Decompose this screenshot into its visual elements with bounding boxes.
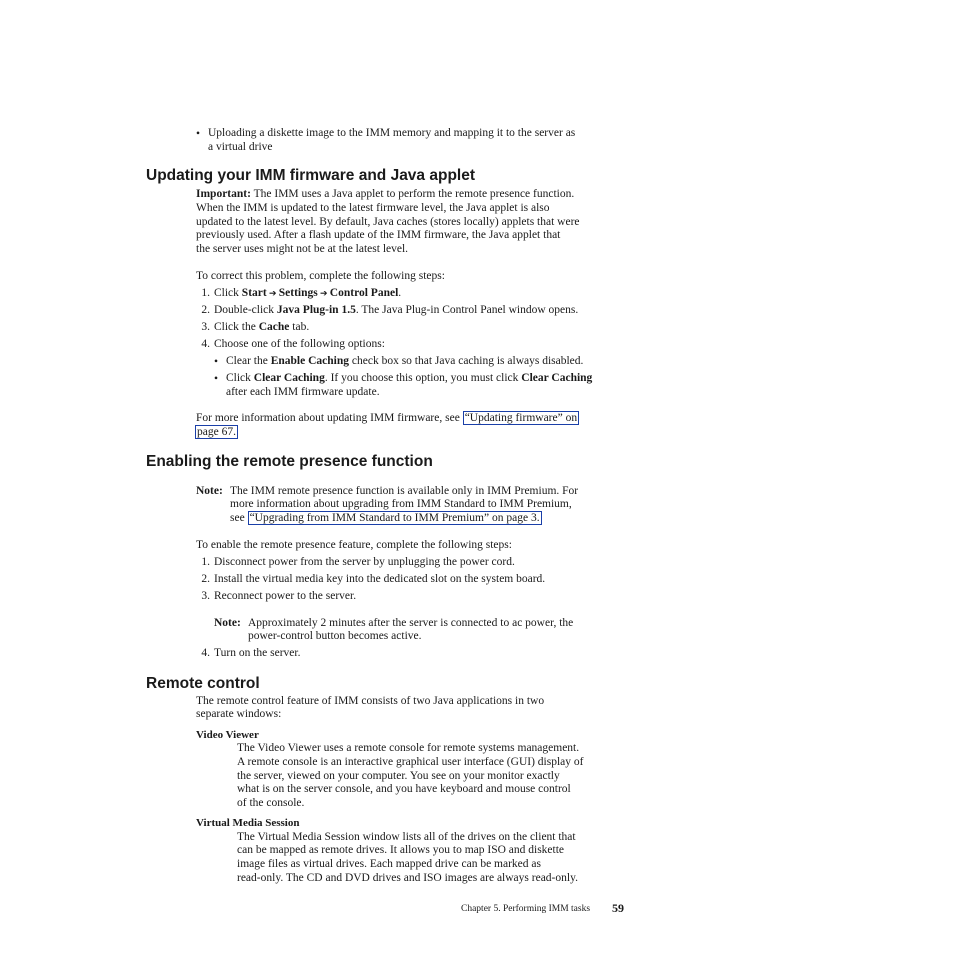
option-1: Clear the Enable Caching check box so that Java caching is always disabled. <box>226 355 584 367</box>
more-info-line1: For more information about updating IMM firmware, see “Updating firmware” on <box>196 412 578 424</box>
important-line3: updated to the latest level. By default, Java caches (stores locally) applets that were <box>196 216 580 228</box>
option-2-line1: Click Clear Caching. If you choose this option, you must click Clear Caching <box>226 372 593 384</box>
section-heading-remote-presence: Enabling the remote presence function <box>146 453 433 470</box>
step-4: Choose one of the following options: <box>214 338 385 350</box>
arrow-icon: ➔ <box>266 288 279 298</box>
step-number: 3. <box>201 590 210 602</box>
bullet-marker: • <box>214 356 219 368</box>
step-number: 3. <box>201 321 210 333</box>
note-line1: The IMM remote presence function is available only in IMM Premium. For <box>230 485 579 497</box>
bullet-marker: • <box>196 128 201 140</box>
link-page-67[interactable]: page 67. <box>197 426 236 438</box>
step-1: Click Start ➔ Settings ➔ Control Panel. <box>214 287 402 299</box>
option-2-line2: after each IMM firmware update. <box>226 386 380 398</box>
top-bullet-line2: a virtual drive <box>208 141 273 153</box>
def2-line2: can be mapped as remote drives. It allows you to map ISO and diskette <box>237 844 565 856</box>
note-line3: see “Upgrading from IMM Standard to IMM Premium” on page 3. <box>230 512 540 524</box>
bullet-marker: • <box>214 373 219 385</box>
step-number: 1. <box>201 556 210 568</box>
step-number: 2. <box>201 573 210 585</box>
link-updating-firmware[interactable]: “Updating firmware” on <box>464 412 578 424</box>
note2-line1: Approximately 2 minutes after the server is connected to ac power, the <box>248 617 574 629</box>
def1-line3: the server, viewed on your computer. You see on your monitor exactly <box>237 770 560 782</box>
note2-line2: power-control button becomes active. <box>248 630 422 642</box>
footer-chapter: Chapter 5. Performing IMM tasks <box>461 904 591 914</box>
step-number: 1. <box>201 287 210 299</box>
def1-line4: what is on the server console, and you have keyboard and mouse control <box>237 783 571 795</box>
section-heading-remote-control: Remote control <box>146 675 260 692</box>
term-video-viewer: Video Viewer <box>196 729 259 741</box>
important-label: Important: <box>196 188 251 200</box>
term-virtual-media-session: Virtual Media Session <box>196 817 300 829</box>
enable-intro: To enable the remote presence feature, complete the following steps: <box>196 539 512 551</box>
step-2: Double-click Java Plug-in 1.5. The Java Plug-in Control Panel window opens. <box>214 304 579 316</box>
steps-intro: To correct this problem, complete the following steps: <box>196 270 445 282</box>
def2-line1: The Virtual Media Session window lists all of the drives on the client that <box>237 831 576 843</box>
enable-step-3: Reconnect power to the server. <box>214 590 357 602</box>
important-line1: Important: The IMM uses a Java applet to perform the remote presence function. <box>196 188 575 200</box>
more-info-line2 <box>195 426 238 440</box>
enable-step-2: Install the virtual media key into the dedicated slot on the system board. <box>214 573 546 585</box>
note2-label: Note: <box>214 617 241 629</box>
important-line2: When the IMM is updated to the latest firmware level, the Java applet is also <box>196 202 550 214</box>
step-number: 4. <box>201 338 210 350</box>
note-label: Note: <box>196 485 223 497</box>
def1-line5: of the console. <box>237 797 305 809</box>
step-3: Click the Cache tab. <box>214 321 310 333</box>
arrow-icon: ➔ <box>317 288 330 298</box>
enable-step-4: Turn on the server. <box>214 647 301 659</box>
step-number: 2. <box>201 304 210 316</box>
def1-line1: The Video Viewer uses a remote console for remote systems management. <box>237 742 580 754</box>
enable-step-1: Disconnect power from the server by unplugging the power cord. <box>214 556 515 568</box>
page-number: 59 <box>612 901 624 915</box>
step-number: 4. <box>201 647 210 659</box>
section-heading-firmware: Updating your IMM firmware and Java applet <box>146 167 476 184</box>
def2-line3: image files as virtual drives. Each mapped drive can be marked as <box>237 858 541 870</box>
remote-intro-line1: The remote control feature of IMM consists of two Java applications in two <box>196 695 545 707</box>
link-upgrading-imm[interactable]: “Upgrading from IMM Standard to IMM Premium” on page 3. <box>249 512 540 524</box>
remote-intro-line2: separate windows: <box>196 708 282 720</box>
top-bullet-line1: Uploading a diskette image to the IMM memory and mapping it to the server as <box>208 127 576 139</box>
important-line4: previously used. After a flash update of the IMM firmware, the Java applet that <box>196 229 561 241</box>
important-line5: the server uses might not be at the latest level. <box>196 243 409 255</box>
def2-line4: read-only. The CD and DVD drives and ISO images are always read-only. <box>237 872 578 884</box>
def1-line2: A remote console is an interactive graphical user interface (GUI) display of <box>237 756 584 768</box>
note-line2: more information about upgrading from IMM Standard to IMM Premium, <box>230 498 572 510</box>
